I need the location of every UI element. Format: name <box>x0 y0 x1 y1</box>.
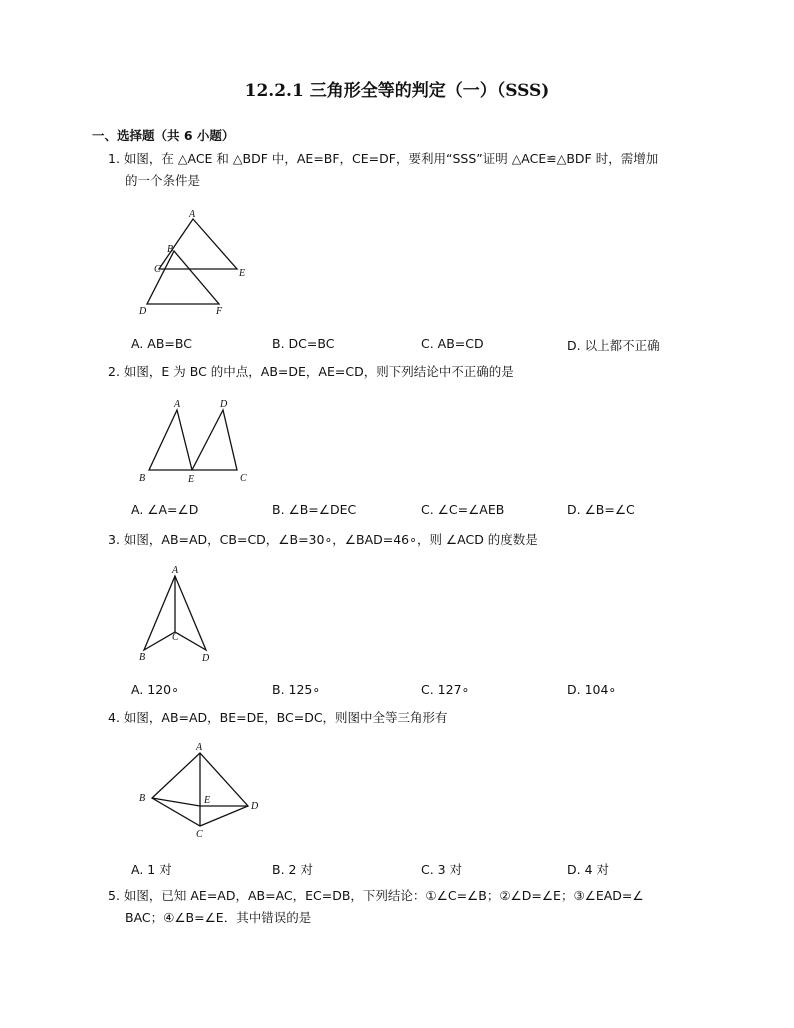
question-2-line1: 2. 如图，E 为 BC 的中点，AB=DE，AE=CD，则下列结论中不正确的是 <box>108 364 514 379</box>
label-a: A <box>172 565 179 576</box>
label-b: B <box>139 652 146 663</box>
q2-option-b[interactable]: B. ∠B=∠DEC <box>272 502 357 517</box>
question-4-line1: 4. 如图，AB=AD，BE=DE，BC=DC，则图中全等三角形有 <box>108 710 448 725</box>
question-1 <box>108 148 708 192</box>
label-d: D <box>251 801 259 812</box>
figure-q2 <box>130 395 260 490</box>
q3-option-c[interactable]: C. 127∘ <box>421 682 470 697</box>
q4-option-d[interactable]: D. 4 对 <box>567 862 609 877</box>
q1-option-a[interactable]: A. AB=BC <box>131 336 192 351</box>
label-c: C <box>172 632 179 643</box>
q1-option-c[interactable]: C. AB=CD <box>421 336 484 351</box>
label-d: D <box>139 306 147 317</box>
q3-option-b[interactable]: B. 125∘ <box>272 682 321 697</box>
q4-option-b[interactable]: B. 2 对 <box>272 862 313 877</box>
question-1-line2: 的一个条件是 <box>125 173 201 188</box>
label-d: D <box>220 399 228 410</box>
question-3-line1: 3. 如图，AB=AD，CB=CD，∠B=30∘，∠BAD=46∘，则 ∠ACD 的度数是 <box>108 532 538 547</box>
label-a: A <box>174 399 181 410</box>
q4-option-a[interactable]: A. 1 对 <box>131 862 172 877</box>
q2-option-a[interactable]: A. ∠A=∠D <box>131 502 199 517</box>
label-d: D <box>202 653 210 664</box>
label-b: B <box>139 793 146 804</box>
label-c: C <box>240 473 247 484</box>
label-c: C <box>196 829 203 840</box>
question-5-line2: BAC；④∠B=∠E．其中错误的是 <box>125 910 312 925</box>
label-c: C <box>154 264 161 275</box>
q1-option-b[interactable]: B. DC=BC <box>272 336 335 351</box>
label-e: E <box>239 268 246 279</box>
question-5-line1: 5. 如图，已知 AE=AD，AB=AC，EC=DB，下列结论：①∠C=∠B；②∠D=∠E；③∠EAD=∠ <box>108 888 644 903</box>
q2-option-d[interactable]: D. ∠B=∠C <box>567 502 635 517</box>
label-e: E <box>188 474 195 485</box>
page-title: 12.2.1 三角形全等的判定（一）（SSS) <box>244 81 550 101</box>
figure-q1 <box>130 205 260 320</box>
q4-option-c[interactable]: C. 3 对 <box>421 862 463 877</box>
label-a: A <box>189 209 196 220</box>
figure-q3 <box>130 562 230 667</box>
question-4 <box>108 707 708 729</box>
label-b: B <box>167 244 174 255</box>
question-3 <box>108 529 708 551</box>
question-5 <box>108 885 708 929</box>
label-b: B <box>139 473 146 484</box>
figure-q4 <box>130 738 270 843</box>
triangle-dec <box>192 410 237 470</box>
section-heading: 一、选择题（共 6 小题） <box>92 128 235 143</box>
triangle-abe <box>149 410 192 470</box>
q1-option-d[interactable]: D. 以上都不正确 <box>567 338 660 353</box>
label-e: E <box>204 795 211 806</box>
label-f: F <box>216 306 223 317</box>
question-2 <box>108 361 708 383</box>
q3-option-d[interactable]: D. 104∘ <box>567 682 617 697</box>
question-1-line1: 1. 如图，在 △ACE 和 △BDF 中，AE=BF，CE=DF，要利用“SSS”证明 △ACE≌△BDF 时，需增加 <box>108 151 659 166</box>
triangle-bdf <box>147 251 219 304</box>
label-a: A <box>196 742 203 753</box>
q2-option-c[interactable]: C. ∠C=∠AEB <box>421 502 505 517</box>
q3-option-a[interactable]: A. 120∘ <box>131 682 179 697</box>
